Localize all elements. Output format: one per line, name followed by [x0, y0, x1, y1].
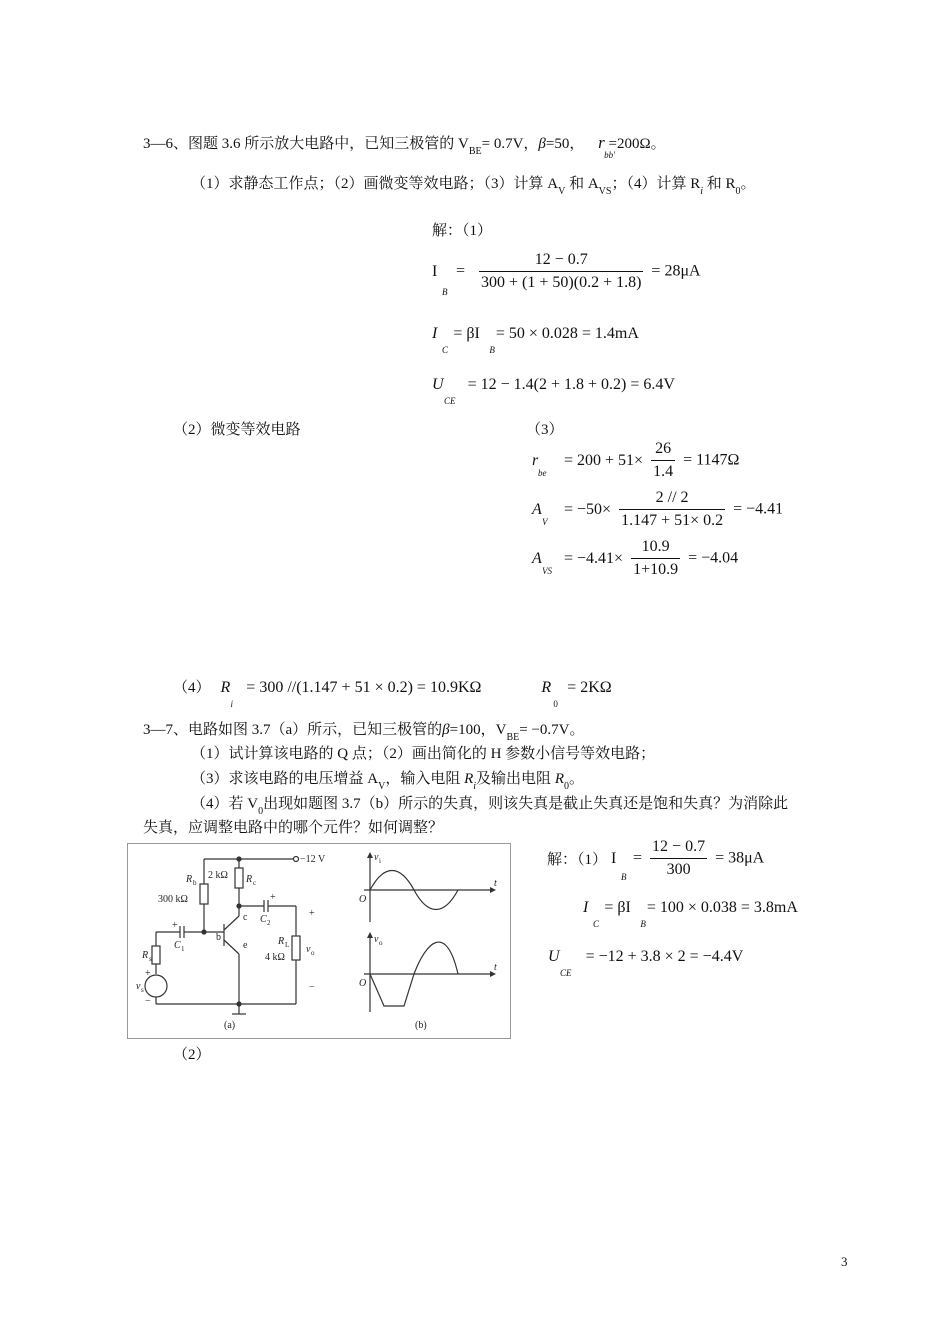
caption-b: (b): [415, 1020, 427, 1031]
subscript: i: [473, 781, 477, 792]
caption-a: (a): [224, 1020, 236, 1031]
subscript: bb': [604, 150, 616, 160]
c2-sub: 2: [267, 919, 271, 927]
text: （3）求该电路的电压增益 A: [191, 771, 379, 787]
subscript: V: [542, 516, 548, 527]
text: = −0.7V。: [519, 722, 585, 738]
axis-t-top: t: [494, 878, 497, 889]
equation-ri-r0: [173, 676, 612, 709]
r-symbol: r: [598, 133, 605, 152]
equation-rbe: [532, 440, 739, 481]
rs-sub: s: [149, 955, 152, 963]
text: = 0.7V，: [481, 136, 539, 152]
text: 3—7、电路如图 3.7（a）所示，已知三极管的: [143, 722, 443, 738]
fraction: [619, 489, 725, 530]
solution-label: 解：（1）: [432, 223, 493, 239]
symbol: U: [432, 376, 444, 393]
r0-result: = 2KΩ: [567, 679, 612, 696]
rs-label: R: [142, 950, 149, 961]
node-e: e: [243, 940, 248, 951]
symbol: R: [554, 771, 564, 787]
numerator: 10.9: [641, 538, 670, 555]
denominator: 300: [650, 858, 707, 879]
text: =100，V: [449, 722, 507, 738]
rc-label: R: [246, 874, 253, 885]
symbol: I: [432, 325, 438, 342]
subscript: BE: [468, 146, 482, 157]
wave-vo-label: v: [374, 934, 379, 945]
part-3-label: （3）: [526, 422, 564, 438]
origin-top: O: [359, 894, 367, 905]
vs-minus: −: [145, 996, 151, 1007]
question-1-2: （1）试计算该电路的 Q 点；（2）画出简化的 H 参数小信号等效电路；: [191, 746, 656, 762]
problem-3-6-title: [143, 132, 666, 160]
question-4: [191, 792, 789, 817]
vo-minus: −: [309, 982, 315, 993]
equation-ic: [432, 325, 639, 355]
numerator: 12 − 0.7: [652, 838, 706, 855]
text: 。: [568, 771, 584, 787]
denominator: 1+10.9: [631, 558, 680, 579]
circuit-diagram: [128, 844, 510, 1038]
subscript: V: [558, 186, 566, 197]
rc-value: 2 kΩ: [208, 870, 228, 881]
subscript: B: [640, 919, 646, 929]
beta-ib: = βI: [604, 899, 631, 916]
subscript: CE: [444, 396, 456, 406]
denominator: 1.4: [651, 460, 675, 481]
result: = 50 × 0.028 = 1.4mA: [495, 325, 639, 342]
c1-sub: 1: [181, 945, 185, 953]
wave-vo-sub: o: [379, 939, 383, 947]
vo-plus: +: [309, 908, 315, 919]
wave-vi-label: v: [374, 852, 379, 863]
fraction: [651, 440, 675, 481]
question-3: [191, 767, 584, 792]
c2-plus: +: [270, 892, 276, 903]
p37-part-2-label: （2）: [173, 1047, 211, 1063]
equation-uce: [432, 376, 675, 406]
rb-sub: b: [193, 879, 197, 887]
vs-plus: +: [145, 968, 151, 979]
vs-sub: s: [141, 986, 144, 994]
text: 3—6、图题 3.6 所示放大电路中，已知三极管的 V: [143, 136, 469, 152]
equals: =: [456, 262, 466, 280]
equals: =: [633, 849, 643, 867]
symbol: r: [532, 451, 539, 469]
text: 和 A: [565, 176, 599, 192]
symbol: A: [532, 549, 542, 567]
problem-3-6-requirements: [191, 172, 756, 197]
part-2-label: （2）微变等效电路: [173, 422, 301, 438]
text: =200Ω。: [604, 136, 666, 152]
symbol: U: [548, 948, 560, 965]
node-b: b: [216, 932, 221, 943]
text: ；（4）计算 R: [611, 176, 701, 192]
subscript: 0: [258, 806, 264, 817]
vs-label: v: [136, 981, 141, 992]
rb-value: 300 kΩ: [158, 894, 188, 905]
p37-equation-ic: [583, 899, 798, 929]
solution-label: 解：（1）: [547, 852, 608, 868]
text: = −4.41×: [564, 549, 624, 567]
axis-t-bottom: t: [494, 962, 497, 973]
vcc-label: −12 V: [300, 854, 326, 865]
result: = 38μA: [715, 849, 765, 867]
fraction: [650, 838, 707, 879]
denominator: 300 + (1 + 50)(0.2 + 1.8): [479, 271, 643, 292]
wave-vi-sub: i: [379, 857, 381, 865]
numerator: 2 // 2: [655, 489, 689, 506]
result: = 1147Ω: [683, 451, 740, 469]
beta-symbol: β: [442, 722, 450, 738]
result: = −4.04: [688, 549, 739, 567]
rl-sub: L: [285, 941, 290, 949]
c2-label: C: [260, 914, 267, 925]
rc-sub: c: [253, 879, 257, 887]
subscript: VS: [542, 565, 552, 576]
subscript: B: [621, 871, 627, 882]
subscript: 0: [553, 699, 558, 709]
rl-value: 4 kΩ: [265, 952, 285, 963]
numerator: 12 − 0.7: [534, 251, 588, 268]
symbol: A: [532, 500, 542, 518]
text: 及输出电阻: [476, 771, 552, 787]
subscript: CE: [560, 968, 572, 978]
beta-ib: = βI: [453, 325, 480, 342]
rl-label: R: [278, 936, 285, 947]
result: = 100 × 0.038 = 3.8mA: [646, 899, 798, 916]
denominator: 1.147 + 51× 0.2: [619, 509, 725, 530]
subscript: 0: [563, 781, 569, 792]
symbol: I: [432, 262, 438, 280]
fraction: [479, 251, 643, 292]
result: = −4.41: [733, 500, 784, 518]
text: （1）求静态工作点；（2）画微变等效电路；（3）计算 A: [191, 176, 559, 192]
text: 和 R: [703, 176, 736, 192]
p37-equation-ib: [547, 838, 765, 882]
equation-ib: [432, 251, 701, 297]
text: 。: [740, 176, 756, 192]
subscript: i: [230, 699, 234, 709]
subscript: i: [700, 186, 704, 197]
rb-label: R: [186, 874, 193, 885]
result: = 28μA: [651, 262, 701, 280]
subscript: be: [538, 467, 547, 478]
problem-3-7-title: [143, 718, 585, 743]
text: = 200 + 51×: [564, 451, 644, 469]
circuit-figure: [127, 843, 511, 1039]
ri-result: = 300 //(1.147 + 51 × 0.2) = 10.9KΩ: [246, 679, 482, 696]
beta-symbol: β: [538, 136, 546, 152]
vo-sub: o: [311, 949, 315, 957]
vo-label: v: [306, 944, 311, 955]
symbol: R: [541, 679, 552, 696]
c1-label: C: [174, 940, 181, 951]
symbol: I: [611, 849, 617, 867]
subscript: VS: [598, 186, 612, 197]
subscript: BE: [506, 732, 520, 743]
numerator: 26: [655, 440, 672, 457]
equation-av: [532, 489, 783, 530]
subscript: V: [378, 781, 386, 792]
p37-equation-uce: [548, 948, 744, 978]
result: = −12 + 3.8 × 2 = −4.4V: [585, 948, 744, 965]
text: ，输入电阻: [385, 771, 461, 787]
text: 出现如题图 3.7（b）所示的失真，则该失真是截止失真还是饱和失真？为消除此: [263, 796, 789, 812]
origin-bottom: O: [359, 978, 367, 989]
text: =50，: [545, 136, 585, 152]
subscript: B: [442, 286, 448, 297]
symbol: R: [220, 679, 231, 696]
subscript: B: [489, 345, 495, 355]
text: （4）若 V: [191, 796, 259, 812]
result: = 12 − 1.4(2 + 1.8 + 0.2) = 6.4V: [467, 376, 675, 393]
node-c: c: [243, 912, 248, 923]
page-number: 3: [841, 1254, 848, 1269]
symbol: R: [464, 771, 474, 787]
question-4-cont: 失真，应调整电路中的哪个元件？如何调整？: [143, 820, 444, 836]
part-4-label: （4）: [173, 680, 211, 696]
symbol: I: [583, 899, 589, 916]
fraction: [631, 538, 680, 579]
subscript: 0: [735, 186, 741, 197]
subscript: C: [593, 919, 600, 929]
subscript: C: [442, 345, 449, 355]
text: = −50×: [564, 500, 612, 518]
c1-plus: +: [172, 920, 178, 931]
equation-avs: [532, 538, 738, 579]
